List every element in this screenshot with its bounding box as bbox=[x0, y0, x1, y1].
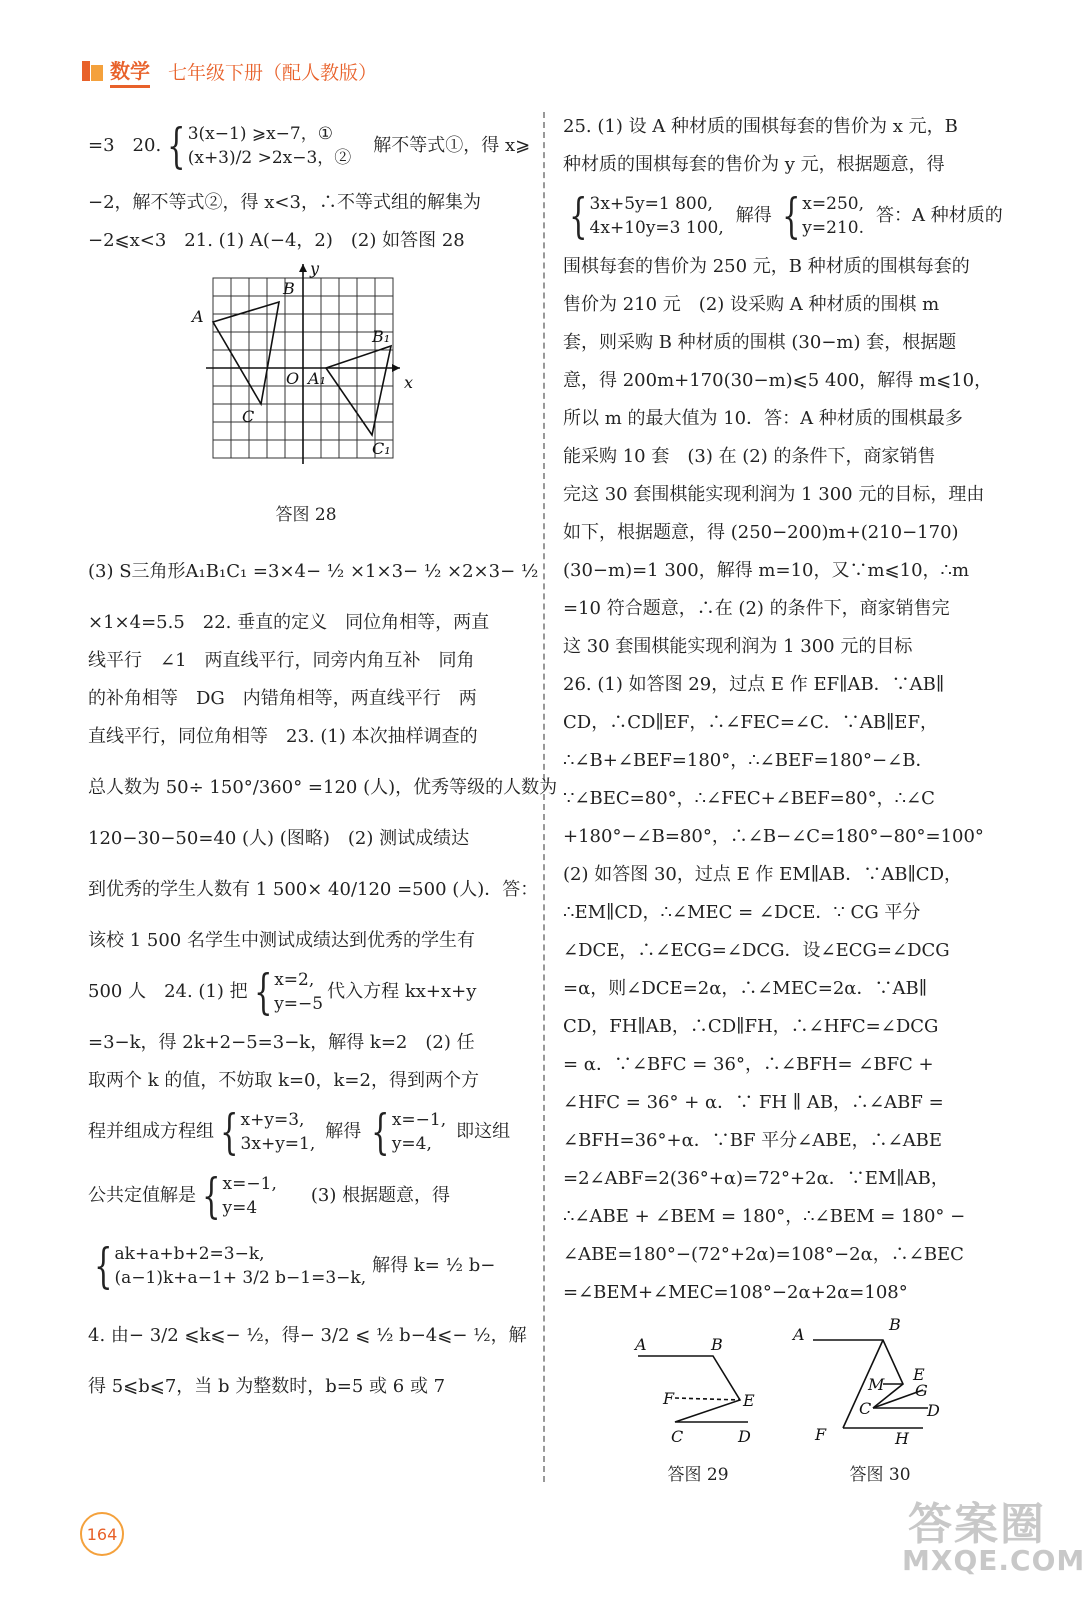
answer-line: = α．∵∠BFC = 36°，∴∠BFH= ∠BFC + bbox=[563, 1054, 934, 1075]
answer-line: 公共定值解是 { x=−1, y=4 (3) 根据题意，得 bbox=[88, 1168, 451, 1224]
answer-line: ∠HFC = 36° + α．∵ FH ∥ AB，∴∠ABF = bbox=[563, 1092, 944, 1113]
answer-line: =α，则∠DCE=2α，∴∠MEC=2α．∵AB∥ bbox=[563, 978, 928, 999]
answer-line: 得 5⩽b⩽7，当 b 为整数时，b=5 或 6 或 7 bbox=[88, 1376, 446, 1397]
answer-line: 种材质的围棋每套的售价为 y 元，根据题意，得 bbox=[563, 154, 945, 175]
fig30-label-f: F bbox=[815, 1425, 827, 1444]
answer-line: 的补角相等 DG 内错角相等，两直线平行 两 bbox=[88, 688, 477, 709]
answer-line: ×1×4=5.5 22. 垂直的定义 同位角相等，两直 bbox=[88, 612, 490, 633]
answer-line: ∠BFH=36°+α．∵BF 平分∠ABE，∴∠ABE bbox=[563, 1130, 943, 1151]
fig30-label-b: B bbox=[889, 1318, 901, 1334]
fig29-label-e: E bbox=[743, 1391, 755, 1410]
answer-line: 25. (1) 设 A 种材质的围棋每套的售价为 x 元，B bbox=[563, 116, 958, 137]
answer-line: 如下，根据题意，得 (250−200)m+(210−170) bbox=[563, 522, 959, 543]
answer-line: =2∠ABF=2(36°+α)=72°+2α．∵EM∥AB， bbox=[563, 1168, 949, 1189]
answer-line: ∴∠ABE + ∠BEM = 180°，∴∠BEM = 180° − bbox=[563, 1206, 966, 1227]
fig30-label-g: G bbox=[915, 1381, 928, 1400]
geometry-figures bbox=[563, 1318, 1008, 1468]
figure-caption: 答图 29 bbox=[667, 1465, 729, 1485]
answer-line: −2⩽x<3 21. (1) A(−4，2) (2) 如答图 28 bbox=[88, 230, 465, 251]
fig29-label-f: F bbox=[663, 1389, 675, 1408]
fig30-label-m: M bbox=[868, 1375, 885, 1394]
watermark-bottom: MXQE.COM bbox=[902, 1544, 1086, 1577]
answer-line: 取两个 k 的值，不妨取 k=0，k=2，得到两个方 bbox=[88, 1070, 479, 1091]
answer-line: 意，得 200m+170(30−m)⩽5 400，解得 m⩽10， bbox=[563, 370, 993, 391]
answer-line: =∠BEM+∠MEC=108°−2α+2α=108° bbox=[563, 1282, 908, 1303]
equation-system: { x=−1, y=4 bbox=[202, 1168, 277, 1224]
answer-line: ∴EM∥CD，∴∠MEC = ∠DCE．∵ CG 平分 bbox=[563, 902, 921, 923]
figure-caption: 答图 30 bbox=[849, 1465, 911, 1485]
answer-line: =3 20. { 3(x−1) ⩾x−7，① (x+3)/2 >2x−3，② 解不等式①，得 x⩾ bbox=[88, 118, 531, 174]
answer-line: +180°−∠B=80°，∴∠B−∠C=180°−80°=100° bbox=[563, 826, 984, 847]
coordinate-grid-figure bbox=[88, 260, 528, 510]
watermark-top: 答案圈 bbox=[908, 1499, 1046, 1550]
answer-line: −2，解不等式②，得 x<3，∴不等式组的解集为 bbox=[88, 192, 481, 213]
answer-line: ∵∠BEC=80°，∴∠FEC+∠BEF=80°，∴∠C bbox=[563, 788, 935, 809]
answer-line: (3) S三角形A₁B₁C₁ =3×4− ½ ×1×3− ½ ×2×3− ½ bbox=[88, 561, 539, 582]
figure-28 bbox=[88, 260, 528, 540]
answer-line: 线平行 ∠1 两直线平行，同旁内角互补 同角 bbox=[88, 650, 475, 671]
answer-line: ∠DCE，∴∠ECG=∠DCG．设∠ECG=∠DCG bbox=[563, 940, 950, 961]
answer-line: =3−k，得 2k+2−5=3−k，解得 k=2 (2) 任 bbox=[88, 1032, 475, 1053]
figures-29-30 bbox=[563, 1318, 1008, 1488]
fig29-label-c: C bbox=[671, 1427, 684, 1446]
answer-line: 能采购 10 套 (3) 在 (2) 的条件下，商家销售 bbox=[563, 446, 936, 467]
subject-title: 数学 bbox=[110, 55, 150, 88]
fig30-label-e: E bbox=[913, 1365, 925, 1384]
equation-system: { x=2, y=−5 bbox=[253, 964, 324, 1020]
answer-line: ∴∠B+∠BEF=180°，∴∠BEF=180°−∠B． bbox=[563, 750, 934, 771]
answer-line: CD，∴CD∥EF，∴∠FEC=∠C．∵AB∥EF， bbox=[563, 712, 938, 733]
left-column bbox=[88, 108, 558, 1406]
answer-line: 500 人 24. (1) 把 { x=2, y=−5 代入方程 kx+x+y bbox=[88, 964, 477, 1020]
fig30-label-h: H bbox=[895, 1429, 909, 1448]
label-c: C bbox=[242, 407, 255, 426]
answer-line: 到优秀的学生人数有 1 500× 40/120 =500 (人)．答： bbox=[88, 879, 539, 900]
answer-line: 围棋每套的售价为 250 元，B 种材质的围棋每套的 bbox=[563, 256, 970, 277]
answer-line: 120−30−50=40 (人) (图略) (2) 测试成绩达 bbox=[88, 828, 470, 849]
answer-line: 这 30 套围棋能实现利润为 1 300 元的目标 bbox=[563, 636, 913, 657]
fig29-label-d: D bbox=[738, 1427, 751, 1446]
label-b: B bbox=[283, 279, 295, 298]
answer-line: 4. 由− 3/2 ⩽k⩽− ½，得− 3/2 ⩽ ½ b−4⩽− ½，解 bbox=[88, 1325, 527, 1346]
triangle-abc bbox=[213, 302, 279, 404]
answer-line: 套，则采购 B 种材质的围棋 (30−m) 套，根据题 bbox=[563, 332, 957, 353]
book-logo-icon bbox=[82, 59, 106, 83]
label-y: y bbox=[310, 260, 320, 278]
equation-system: { 3(x−1) ⩾x−7，① (x+3)/2 >2x−3，② bbox=[167, 118, 352, 174]
answer-line: 完这 30 套围棋能实现利润为 1 300 元的目标，理由 bbox=[563, 484, 985, 505]
answer-line: ∠ABE=180°−(72°+2α)=108°−2α，∴∠BEC bbox=[563, 1244, 964, 1265]
label-c1: C₁ bbox=[372, 439, 391, 458]
answer-line: CD，FH∥AB，∴CD∥FH，∴∠HFC=∠DCG bbox=[563, 1016, 939, 1037]
page-header bbox=[82, 56, 377, 86]
answer-line: (30−m)=1 300，解得 m=10，又∵m⩽10，∴m bbox=[563, 560, 970, 581]
label-o: O bbox=[286, 369, 300, 388]
label-b1: B₁ bbox=[372, 327, 391, 346]
equation-system: { x=−1, y=4, bbox=[371, 1104, 447, 1160]
answer-line: (2) 如答图 30，过点 E 作 EM∥AB．∵AB∥CD， bbox=[563, 864, 963, 885]
label-a1: A₁ bbox=[308, 369, 326, 388]
answer-line: 程并组成方程组 { x+y=3, 3x+y=1, 解得 { x=−1, y=4, 即这组 bbox=[88, 1104, 511, 1160]
watermark bbox=[900, 1488, 1086, 1588]
fig29-label-a: A bbox=[635, 1335, 647, 1354]
fig29-label-b: B bbox=[711, 1335, 723, 1354]
fig30-label-a: A bbox=[793, 1325, 805, 1344]
label-a: A bbox=[192, 307, 204, 326]
answer-line: 总人数为 50÷ 150°/360° =120 (人)，优秀等级的人数为 bbox=[88, 777, 558, 798]
right-column bbox=[563, 108, 1008, 1488]
answer-line: 售价为 210 元 (2) 设采购 A 种材质的围棋 m bbox=[563, 294, 940, 315]
answer-line: 26. (1) 如答图 29，过点 E 作 EF∥AB．∵AB∥ bbox=[563, 674, 945, 695]
answer-line: { 3x+5y=1 800, 4x+10y=3 100, 解得 { x=250, y=210. 答：A 种材质的 bbox=[563, 184, 1008, 248]
equation-system: { 3x+5y=1 800, 4x+10y=3 100, bbox=[569, 188, 724, 244]
answer-line: 直线平行，同位角相等 23. (1) 本次抽样调查的 bbox=[88, 726, 478, 747]
answer-line: =10 符合题意，∴在 (2) 的条件下，商家销售完 bbox=[563, 598, 950, 619]
label-x: x bbox=[404, 373, 414, 392]
answer-line: 所以 m 的最大值为 10．答：A 种材质的围棋最多 bbox=[563, 408, 963, 429]
figure-caption: 答图 28 bbox=[275, 505, 337, 525]
page-number: 164 bbox=[80, 1512, 124, 1556]
answer-line: 该校 1 500 名学生中测试成绩达到优秀的学生有 bbox=[88, 930, 475, 951]
fig30-label-d: D bbox=[927, 1401, 940, 1420]
fig30-label-c: C bbox=[859, 1399, 872, 1418]
equation-system: { ak+a+b+2=3−k, (a−1)k+a−1+ 3/2 b−1=3−k, bbox=[94, 1238, 367, 1294]
grade-title: 七年级下册（配人教版） bbox=[168, 61, 378, 84]
x-arrow-icon bbox=[392, 364, 400, 372]
answer-line: { ak+a+b+2=3−k, (a−1)k+a−1+ 3/2 b−1=3−k, 解得 k= ½ b− bbox=[88, 1228, 528, 1304]
equation-system: { x+y=3, 3x+y=1, bbox=[220, 1104, 316, 1160]
equation-system: { x=250, y=210. bbox=[781, 188, 864, 244]
y-arrow-icon bbox=[299, 264, 307, 272]
